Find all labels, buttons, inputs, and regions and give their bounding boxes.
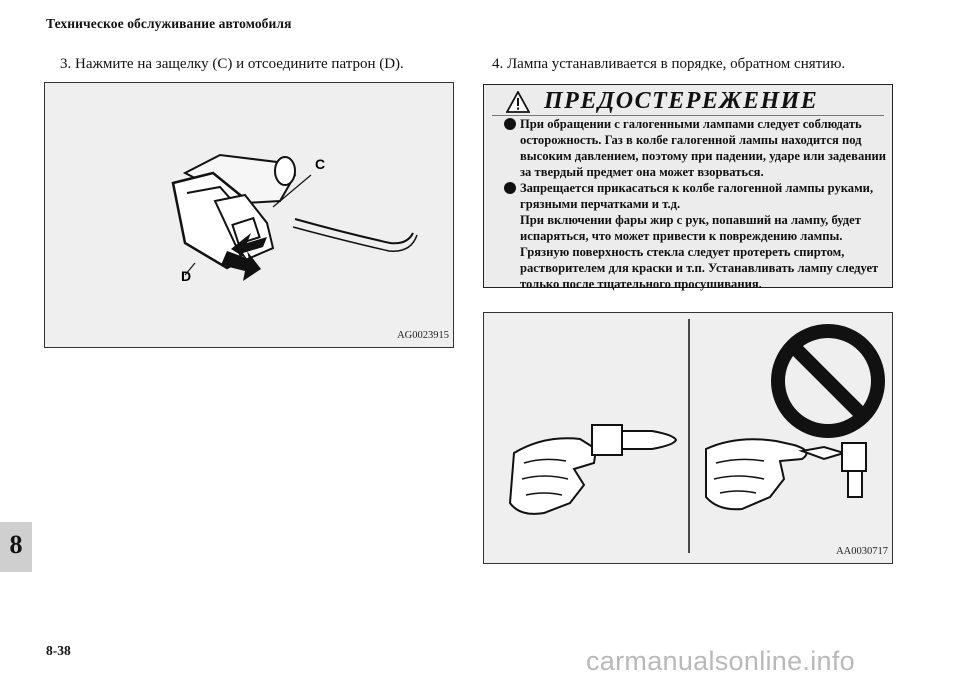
label-d: D [181, 268, 192, 284]
bulb-base-right [842, 443, 866, 471]
warning-header [492, 89, 884, 116]
warning-line: При обращении с галогенными лампами следует соблюдать [520, 117, 862, 131]
step-3-text: 3. Нажмите на защелку (C) и отсоедините патрон (D). [60, 56, 404, 72]
connector-illustration [45, 83, 453, 347]
figure-connector-release [44, 82, 454, 348]
prohibition-slash [793, 346, 863, 416]
wire [293, 227, 417, 251]
bulb-base-left [592, 425, 622, 455]
warning-title: ПРЕДОСТЕРЕЖЕНИЕ [544, 88, 819, 114]
section-number: 8 [9, 530, 23, 559]
bullet-icon [504, 182, 516, 194]
figure-code: AG0023915 [397, 330, 449, 341]
warning-line: грязными перчатками и т.д. [520, 197, 681, 211]
watermark: carmanualsonline.info [586, 646, 855, 676]
bullet-icon [504, 118, 516, 130]
section-tab [0, 522, 32, 572]
warning-line: испаряться, что может привести к повреждению лампы. [520, 229, 843, 243]
warning-line: высоким давлением, поэтому при падении, ударе или задевании [520, 149, 887, 163]
page-number: 8-38 [46, 643, 71, 658]
warning-line: растворителем для краски и т.п. Устанавливать лампу следует [520, 261, 879, 275]
warning-line: При включении фары жир с рук, попавший на лампу, будет [520, 213, 861, 227]
figure-code: AA0030717 [836, 546, 888, 557]
page-header: Техническое обслуживание автомобиля [46, 16, 292, 31]
warning-line: за твердый предмет она может взорваться. [520, 165, 764, 179]
figure-do-not-touch-bulb [483, 312, 893, 564]
bulb-handling-illustration [484, 313, 892, 563]
wire [295, 219, 413, 243]
warning-line: Запрещается прикасаться к колбе галогенной лампы руками, [520, 181, 874, 195]
step-4-text: 4. Лампа устанавливается в порядке, обратном снятию. [492, 56, 846, 72]
label-c: C [315, 156, 326, 172]
warning-box [483, 84, 893, 291]
warning-line: Грязную поверхность стекла следует протереть спиртом, [520, 245, 845, 259]
hand-right [706, 439, 807, 509]
warning-line: только после тщательного просушивания. [520, 277, 762, 291]
bulb-base [275, 157, 295, 185]
bulb-glass-left [622, 431, 676, 449]
bulb-connector-right [848, 471, 862, 497]
warning-triangle-icon [506, 91, 530, 113]
bulb-glass-right [802, 447, 844, 459]
warning-line: осторожность. Газ в колбе галогенной лампы находится под [520, 133, 862, 147]
